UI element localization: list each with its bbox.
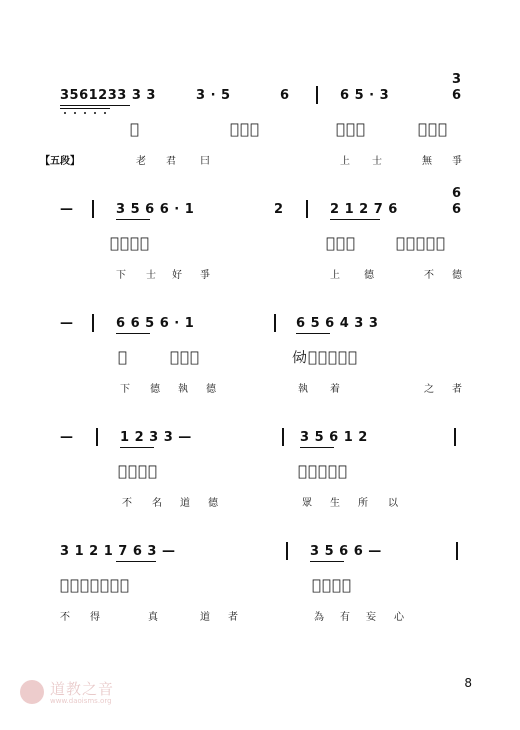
octave-dot [64,112,66,114]
top-mark: 3 [452,72,462,87]
page-number: 8 [464,676,472,690]
section-label: 【五段】 [40,156,80,167]
underline [296,333,330,334]
lyric: 爭 [452,156,462,167]
octave-dot [84,112,86,114]
notation-group: 2 1 2 7 6 [330,202,398,217]
gongche-notation: 𫢍𫢎𫢏 [326,234,357,252]
notation-group: 6 5 6 4 3 3 [296,316,379,331]
notation-group: 6 5 · 3 [340,88,390,103]
notation-group: — [60,430,74,445]
bar-line [274,314,276,332]
octave-dot [74,112,76,114]
notation-group: 3561233 3 3 [60,88,156,103]
gongche-notation: 𫢨𫢩𫢪𫢫𫢬𫢭𫢮 [60,576,131,594]
lyric: 有 [340,612,350,623]
gongche-notation: 𫢉𫢊𫢋𫢌 [110,234,151,252]
underline [116,333,150,334]
gongche-notation: 𫢯𫢰𫢱𫢲 [312,576,353,594]
lyric: 執 [178,384,188,395]
lyric: 不 [424,270,434,281]
underline [116,219,150,220]
gongche-notation: 𫢟𫢠𫢡𫢢 [118,462,159,480]
octave-dot [94,112,96,114]
lyric: 者 [228,612,238,623]
underline [116,561,156,562]
underline [120,447,154,448]
notation-group: 2 [274,202,284,217]
bar-line [306,200,308,218]
notation-group: 3 5 6 1 2 [300,430,368,445]
notation-group: 6 6 5 6 · 1 [116,316,195,331]
lyric: 者 [452,384,462,395]
underline [300,447,334,448]
lyric: 德 [208,498,218,509]
lyric: 爭 [200,270,210,281]
notation-group: 3 5 6 6 · 1 [116,202,195,217]
notation-group: — [60,202,74,217]
lyric: 不 [122,498,132,509]
notation-group: 6 [280,88,290,103]
gongche-notation: 𫢅𫢃𫡺 [336,120,367,138]
gongche-notation: 𫢃𫡷𫡫 [230,120,261,138]
yin-yang-icon [20,680,44,704]
bar-line [316,86,318,104]
bar-line [92,200,94,218]
bar-line [282,428,284,446]
gongche-notation: 𫢆𫢇𫢈 [418,120,449,138]
lyric: 得 [90,612,100,623]
underline [310,561,344,562]
lyric: 曰 [200,156,210,167]
lyric: 道 [200,612,210,623]
lyric: 為 [314,612,324,623]
underline [60,105,130,106]
watermark-url: www.daoisms.org [50,697,112,705]
lyric: 生 [330,498,340,509]
lyric: 士 [146,270,156,281]
gongche-notation: 𫢙𫢚𫢛𫢜𫢝𫢞 [292,348,359,366]
gongche-notation: 𫢣𫢤𫢥𫢦𫢧 [298,462,349,480]
bar-line [92,314,94,332]
watermark-text: 道教之音 [50,680,115,698]
lyric: 士 [372,156,382,167]
lyric: 德 [206,384,216,395]
notation-group: 3 · 5 [196,88,231,103]
lyric: 上 [330,270,340,281]
lyric: 真 [148,612,158,623]
lyric: 名 [152,498,162,509]
watermark-logo [20,676,160,710]
octave-dot [104,112,106,114]
lyric: 上 [340,156,350,167]
lyric: 德 [364,270,374,281]
lyric: 所 [358,498,368,509]
lyric: 下 [116,270,126,281]
lyric: 下 [120,384,130,395]
lyric: 着 [330,384,340,395]
underline [330,219,380,220]
lyric: 妄 [366,612,376,623]
lyric: 老 [136,156,146,167]
notation-group: — [60,316,74,331]
lyric: 以 [388,498,398,509]
bar-line [286,542,288,560]
lyric: 心 [394,612,404,623]
lyric: 德 [150,384,160,395]
notation-group: 3 1 2 1 7 6 3 — [60,544,176,559]
notation-group: 6 [452,202,462,217]
top-mark: 6 [452,186,462,201]
lyric: 君 [166,156,176,167]
bar-line [454,428,456,446]
lyric: 之 [424,384,434,395]
lyric: 德 [452,270,462,281]
lyric: 好 [172,270,182,281]
gongche-notation: 𫢖𫢗𫢘 [170,348,201,366]
notation-group: 3 5 6 6 — [310,544,382,559]
bar-line [96,428,98,446]
lyric: 無 [422,156,432,167]
notation-group: 1 2 3 3 — [120,430,192,445]
lyric: 執 [298,384,308,395]
lyric: 不 [60,612,70,623]
bar-line [456,542,458,560]
lyric: 眾 [302,498,312,509]
gongche-notation: 𫢕 [118,348,129,366]
notation-group: 6 [452,88,462,103]
underline [60,108,110,109]
lyric: 道 [180,498,190,509]
gongche-notation: 𫢐𫢑𫢒𫢓𫢔 [396,234,447,252]
gongche-notation: 𫡸 [130,120,141,138]
